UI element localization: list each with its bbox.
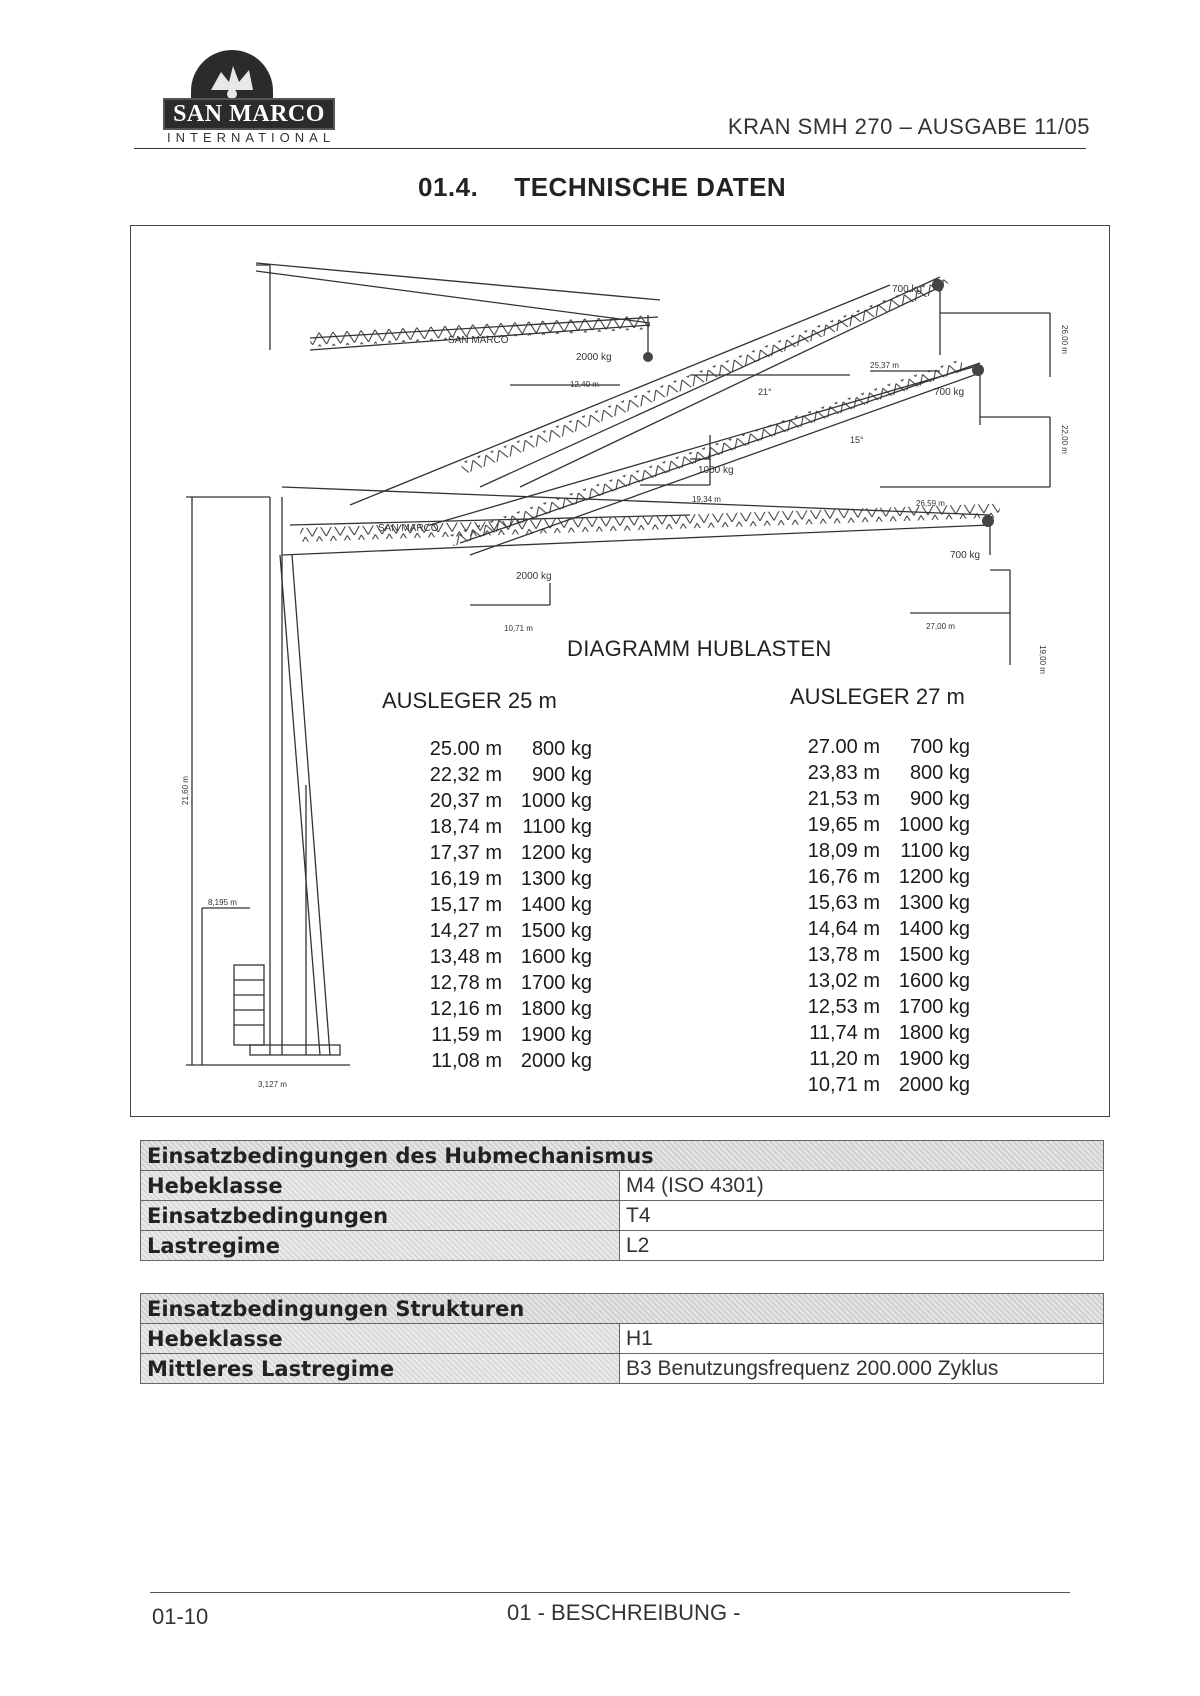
diagram-title: DIAGRAMM HUBLASTEN [567,636,832,661]
load-value: 1700 kg [520,972,592,994]
load-value: 1900 kg [898,1048,970,1070]
load-row [420,866,592,892]
footer-section-title: 01 - BESCHREIBUNG - [507,1600,741,1625]
load-value: 1600 kg [898,970,970,992]
load-label: 2000 kg [576,352,612,363]
radius-value: 14,27 m [429,920,502,942]
structure-conditions-table [140,1293,1104,1384]
radius-value: 12,78 m [429,972,502,994]
load-value: 1900 kg [520,1024,592,1046]
row-label: Hebeklasse [141,1171,620,1201]
radius-value: 11,59 m [431,1024,502,1046]
load-value: 800 kg [909,762,970,784]
load-value: 1500 kg [520,920,592,942]
table-row [141,1171,1104,1201]
logo-subtext: INTERNATIONAL [167,130,336,145]
table-row [141,1324,1104,1354]
angle-label: 21° [758,387,772,397]
load-value: 1600 kg [520,946,592,968]
section-title: TECHNISCHE DATEN [514,172,787,202]
load-row [420,944,592,970]
row-label: Hebeklasse [141,1324,620,1354]
boom-brand-main: SAN MARCO [378,523,439,534]
dim-label: 26,59 m [916,499,945,508]
radius-value: 11,20 m [809,1048,880,1070]
dim-label: 19,00 m [1038,645,1047,674]
table-row [141,1231,1104,1261]
load-value: 1700 kg [898,996,970,1018]
load-row [798,1046,970,1072]
load-row [798,890,970,916]
radius-value: 27.00 m [807,736,880,758]
load-row [420,814,592,840]
angle-label: 15° [850,435,864,445]
radius-value: 21,53 m [807,788,880,810]
radius-value: 16,19 m [429,868,502,890]
radius-value: 20,37 m [429,790,502,812]
dim-label: 10,71 m [504,624,533,633]
load-row [798,864,970,890]
page-number: 01-10 [152,1604,209,1629]
radius-value: 13,02 m [807,970,880,992]
table-row [141,1354,1104,1384]
radius-value: 13,48 m [429,946,502,968]
table-heading: Einsatzbedingungen des Hubmechanismus [141,1141,1104,1171]
load-value: 1800 kg [898,1022,970,1044]
row-value: M4 (ISO 4301) [620,1171,1104,1201]
jib-25-title: AUSLEGER 25 m [382,688,557,713]
radius-value: 10,71 m [807,1074,880,1096]
load-row [420,736,592,762]
load-row [420,1048,592,1074]
footer-divider [150,1592,1070,1593]
load-row [420,840,592,866]
logo-name: SAN MARCO [163,98,335,130]
load-value: 700 kg [909,736,970,758]
row-value: T4 [620,1201,1104,1231]
row-value: L2 [620,1231,1104,1261]
load-value: 1200 kg [520,842,592,864]
load-row [798,968,970,994]
load-label: 1000 kg [698,465,734,476]
load-value: 900 kg [909,788,970,810]
hook-icon [982,515,994,527]
load-row [798,1020,970,1046]
load-value: 900 kg [531,764,592,786]
load-value: 1400 kg [520,894,592,916]
row-label: Lastregime [141,1231,620,1261]
load-value: 1300 kg [520,868,592,890]
radius-value: 18,09 m [807,840,880,862]
table-row [141,1201,1104,1231]
radius-value: 12,16 m [429,998,502,1020]
load-row [420,762,592,788]
dim-label: 21,60 m [181,776,190,805]
load-value: 1400 kg [898,918,970,940]
hoist-conditions-table [140,1140,1104,1261]
row-label: Mittleres Lastregime [141,1354,620,1384]
radius-value: 18,74 m [429,816,502,838]
load-row [798,916,970,942]
radius-value: 16,76 m [807,866,880,888]
radius-value: 12,53 m [807,996,880,1018]
company-logo [163,50,338,145]
load-value: 1000 kg [898,814,970,836]
load-row [798,1072,970,1098]
load-table-jib-27 [798,734,970,1098]
radius-value: 17,37 m [429,842,502,864]
load-row [798,812,970,838]
load-row [420,788,592,814]
table-heading: Einsatzbedingungen Strukturen [141,1294,1104,1324]
load-row [420,970,592,996]
load-value: 800 kg [531,738,592,760]
dim-label: 26,00 m [1060,325,1069,354]
load-label: 700 kg [934,387,965,398]
load-row [798,942,970,968]
crane-tower [230,497,350,1065]
document-title: KRAN SMH 270 – AUSGABE 11/05 [727,114,1090,139]
radius-value: 11,74 m [809,1022,880,1044]
dim-label: 27,00 m [926,622,955,631]
radius-value: 19,65 m [807,814,880,836]
row-value: B3 Benutzungsfrequenz 200.000 Zyklus [620,1354,1104,1384]
load-value: 1000 kg [520,790,592,812]
load-label: 2000 kg [516,571,552,582]
load-row [798,734,970,760]
load-label: 700 kg [892,284,923,295]
boom-brand-folded: SAN MARCO [448,335,509,346]
radius-value: 11,08 m [431,1050,502,1072]
load-row [798,786,970,812]
header-divider [134,148,1086,149]
radius-value: 23,83 m [807,762,880,784]
row-label: Einsatzbedingungen [141,1201,620,1231]
radius-value: 22,32 m [429,764,502,786]
load-value: 2000 kg [898,1074,970,1096]
load-value: 1500 kg [898,944,970,966]
load-label: 700 kg [950,550,981,561]
radius-value: 13,78 m [807,944,880,966]
load-value: 1300 kg [898,892,970,914]
row-value: H1 [620,1324,1104,1354]
load-row [798,838,970,864]
radius-value: 15,63 m [807,892,880,914]
load-row [798,760,970,786]
jib-27-title: AUSLEGER 27 m [790,684,965,709]
radius-value: 14,64 m [807,918,880,940]
load-value: 1800 kg [520,998,592,1020]
load-row [420,1022,592,1048]
dim-label: 3,127 m [258,1080,287,1089]
radius-value: 25.00 m [429,738,502,760]
dim-label: 12,40 m [570,380,599,389]
load-row [798,994,970,1020]
dim-label: 22,00 m [1060,425,1069,454]
load-value: 1100 kg [522,816,592,838]
hook-icon [643,352,653,362]
load-row [420,892,592,918]
dim-label: 8,195 m [208,898,237,907]
radius-value: 15,17 m [429,894,502,916]
dim-label: 25,37 m [870,361,899,370]
hook-icon [972,364,984,376]
section-number: 01.4. [418,172,479,202]
load-value: 1200 kg [898,866,970,888]
dim-label: 19,34 m [692,495,721,504]
load-table-jib-25 [420,736,592,1074]
section-heading [418,172,786,203]
load-row [420,918,592,944]
load-value: 1100 kg [900,840,970,862]
load-row [420,996,592,1022]
hook-icon [932,279,944,291]
load-value: 2000 kg [520,1050,592,1072]
